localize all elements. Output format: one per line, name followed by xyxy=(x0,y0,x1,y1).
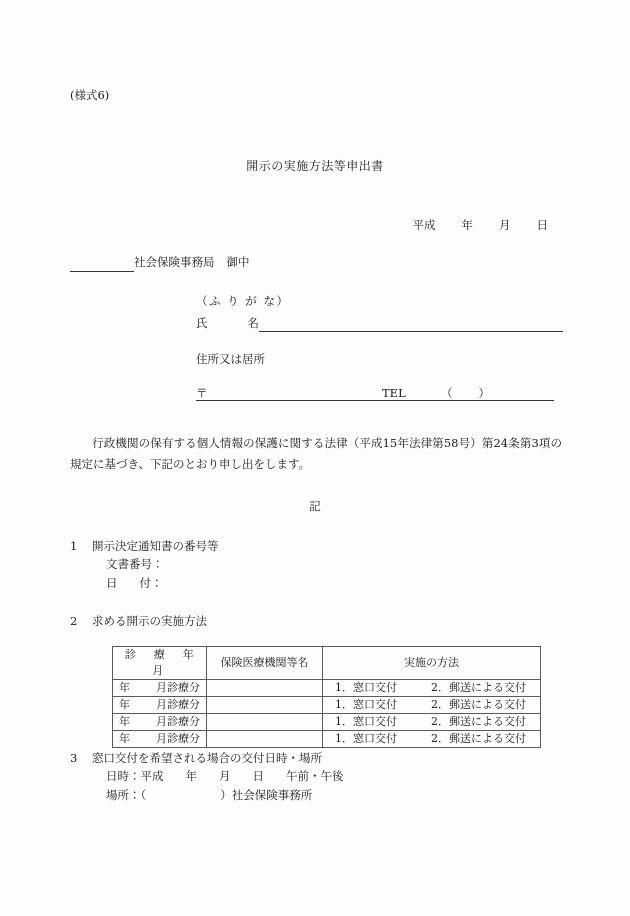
cell-implementation-method[interactable] xyxy=(323,714,541,731)
cell-institution-name[interactable] xyxy=(207,714,323,731)
legal-statement-text: 行政機関の保有する個人情報の保護に関する法律（平成15年法律第58号）第24条第3項の規定に基づき、下記のとおり申し出をします。 xyxy=(70,436,562,472)
cell-treatment-period[interactable]: 年 月診療分 xyxy=(113,731,207,748)
tel-area-code-field[interactable] xyxy=(441,384,490,402)
section-1-doc-number-row xyxy=(70,555,219,573)
furigana-label: （ふ り が な） xyxy=(196,294,290,308)
doc-number-label: 文書番号 xyxy=(106,557,152,572)
option-mail-delivery[interactable]: 2．郵送による交付 xyxy=(431,681,526,694)
addressee-line xyxy=(70,253,250,272)
cell-institution-name[interactable] xyxy=(207,697,323,714)
paren-open: （ xyxy=(441,386,453,400)
pickup-datetime-label: 日時：平成 xyxy=(106,769,164,784)
section-3-title: 窓口交付を希望される場合の交付日時・場所 xyxy=(92,751,322,765)
section-1 xyxy=(70,537,219,592)
table-header-row xyxy=(113,647,541,680)
postal-tel-row xyxy=(196,384,554,401)
section-3-datetime-row xyxy=(70,767,344,785)
cell-treatment-period[interactable]: 年 月診療分 xyxy=(113,714,207,731)
cell-institution-name[interactable] xyxy=(207,680,323,697)
header-treatment-period: 診 療 年 月 xyxy=(113,647,207,680)
option-counter-delivery[interactable]: 1．窓口交付 xyxy=(335,681,397,694)
date-era: 平成 xyxy=(412,218,436,232)
tel-label: TEL xyxy=(382,386,406,400)
name-input-field[interactable] xyxy=(259,318,563,332)
option-mail-delivery[interactable]: 2．郵送による交付 xyxy=(431,715,526,728)
option-mail-delivery[interactable]: 2．郵送による交付 xyxy=(431,732,526,745)
disclosure-method-table-wrap xyxy=(112,646,541,748)
name-label-second: 名 xyxy=(247,316,259,330)
section-3 xyxy=(70,749,344,804)
doc-number-separator: ： xyxy=(152,557,164,572)
option-counter-delivery[interactable]: 1．窓口交付 xyxy=(335,732,397,745)
section-2-number: 2 xyxy=(70,614,78,628)
pickup-day-unit[interactable]: 日 xyxy=(252,769,264,784)
form-number: (様式6) xyxy=(70,88,110,102)
name-label-first: 氏 xyxy=(196,316,208,330)
option-counter-delivery[interactable]: 1．窓口交付 xyxy=(335,698,397,711)
date-year-unit: 年 xyxy=(461,218,473,232)
postal-mark-icon: 〒 xyxy=(196,386,208,400)
disclosure-method-table xyxy=(112,646,541,748)
addressee-blank-field[interactable] xyxy=(70,253,134,272)
option-mail-delivery[interactable]: 2．郵送による交付 xyxy=(431,698,526,711)
pickup-place-label: 場所：（ xyxy=(106,787,147,802)
section-1-date-row xyxy=(70,574,219,592)
paren-close: ） xyxy=(478,386,490,400)
pickup-month-unit[interactable]: 月 xyxy=(219,769,231,784)
section-2-heading xyxy=(70,612,207,630)
date-label-first: 日 xyxy=(106,575,118,590)
cell-treatment-period[interactable]: 年 月診療分 xyxy=(113,697,207,714)
cell-implementation-method[interactable] xyxy=(323,697,541,714)
address-label: 住所又は居所 xyxy=(196,352,265,366)
table-row xyxy=(113,697,541,714)
section-3-heading xyxy=(70,749,344,767)
section-3-number: 3 xyxy=(70,751,78,765)
table-row xyxy=(113,680,541,697)
section-3-place-row xyxy=(70,786,344,804)
pickup-year-unit[interactable]: 年 xyxy=(185,769,197,784)
cell-implementation-method[interactable] xyxy=(323,680,541,697)
pickup-ampm-choice[interactable]: 午前・午後 xyxy=(286,769,344,784)
date-line xyxy=(0,216,548,234)
name-row xyxy=(196,314,563,332)
section-1-number: 1 xyxy=(70,539,78,553)
section-1-title: 開示決定通知書の番号等 xyxy=(92,539,219,553)
cell-institution-name[interactable] xyxy=(207,731,323,748)
section-2 xyxy=(70,612,207,630)
section-1-heading xyxy=(70,537,219,555)
date-day-unit: 日 xyxy=(536,218,548,232)
option-counter-delivery[interactable]: 1．窓口交付 xyxy=(335,715,397,728)
table-body xyxy=(113,680,541,748)
legal-statement xyxy=(70,433,562,476)
date-label-second: 付 xyxy=(139,575,151,590)
table-row xyxy=(113,731,541,748)
date-month-unit: 月 xyxy=(499,218,511,232)
table-row xyxy=(113,714,541,731)
date-separator: ： xyxy=(151,575,163,590)
cell-treatment-period[interactable]: 年 月診療分 xyxy=(113,680,207,697)
header-implementation-method: 実施の方法 xyxy=(323,647,541,680)
addressee-honorific: 御中 xyxy=(226,255,250,269)
ki-marker: 記 xyxy=(309,499,321,513)
header-institution-name: 保険医療機関等名 xyxy=(207,647,323,680)
section-2-title: 求める開示の実施方法 xyxy=(92,614,207,628)
addressee-office: 社会保険事務局 xyxy=(134,255,215,269)
pickup-place-office: ）社会保険事務所 xyxy=(220,787,313,802)
page-title: 開示の実施方法等申出書 xyxy=(246,159,384,173)
cell-implementation-method[interactable] xyxy=(323,731,541,748)
